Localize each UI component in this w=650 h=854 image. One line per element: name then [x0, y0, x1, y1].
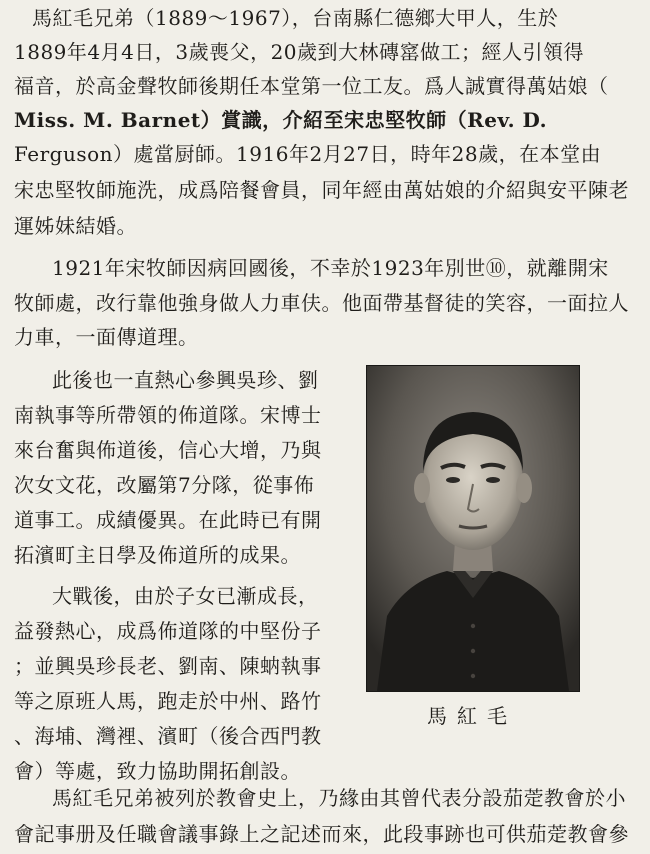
- p3-line-1: 此後也一直熱心參興吳珍、劉: [52, 368, 319, 392]
- portrait-photo: [366, 365, 580, 692]
- p4-line-2: 益發熱心，成爲佈道隊的中堅份子: [14, 619, 322, 643]
- p1-line-6: 宋忠堅牧師施洗，成爲陪餐會員，同年經由萬姑娘的介紹與安平陳老: [14, 178, 629, 202]
- p3-line-5: 道事工。成績優異。在此時已有開: [14, 508, 322, 532]
- p4-line-6: 會）等處，致力協助開拓創設。: [14, 759, 301, 783]
- p1-line-1: 馬紅毛兄弟（1889～1967），台南縣仁德鄉大甲人，生於: [32, 6, 559, 30]
- p4-line-5: 、海埔、灣裡、濱町（後合西門教: [14, 724, 322, 748]
- p1-line-4: Miss. M. Barnet）賞識，介紹至宋忠堅牧師（Rev. D.: [14, 108, 548, 132]
- p5-line-1: 馬紅毛兄弟被列於教會史上，乃緣由其曾代表分設茄萣教會於小: [52, 786, 626, 810]
- photo-caption: 馬紅毛: [427, 704, 517, 728]
- p5-line-2: 會記事册及任職會議事錄上之記述而來，此段事跡也可供茄萣教會參: [14, 822, 629, 846]
- portrait-image: [367, 366, 579, 691]
- p4-line-3: ；並興吳珍長老、劉南、陳蚋執事: [14, 654, 322, 678]
- p1-line-7: 運姊妹結婚。: [14, 214, 137, 238]
- p2-line-3: 力車，一面傳道理。: [14, 325, 199, 349]
- p3-line-4: 次女文花，改屬第7分隊，從事佈: [14, 473, 315, 497]
- p3-line-2: 南執事等所帶領的佈道隊。宋博士: [14, 403, 322, 427]
- p4-line-1: 大戰後，由於子女已漸成長，: [52, 584, 319, 608]
- p2-line-1: 1921年宋牧師因病回國後，不幸於1923年別世⑩，就離開宋: [52, 256, 609, 280]
- p1-line-5: Ferguson）處當厨師。1916年2月27日，時年28歲，在本堂由: [14, 142, 602, 166]
- p1-line-2: 1889年4月4日，3歲喪父，20歲到大林磚窰做工；經人引領得: [14, 40, 585, 64]
- p3-line-3: 來台奮與佈道後，信心大增，乃與: [14, 438, 322, 462]
- p4-line-4: 等之原班人馬，跑走於中州、路竹: [14, 689, 322, 713]
- p1-line-3: 福音，於高金聲牧師後期任本堂第一位工友。爲人誠實得萬姑娘（: [14, 74, 609, 98]
- p3-line-6: 拓濱町主日學及佈道所的成果。: [14, 543, 301, 567]
- p2-line-2: 牧師處，改行靠他強身做人力車伕。他面帶基督徒的笑容，一面拉人: [14, 291, 629, 315]
